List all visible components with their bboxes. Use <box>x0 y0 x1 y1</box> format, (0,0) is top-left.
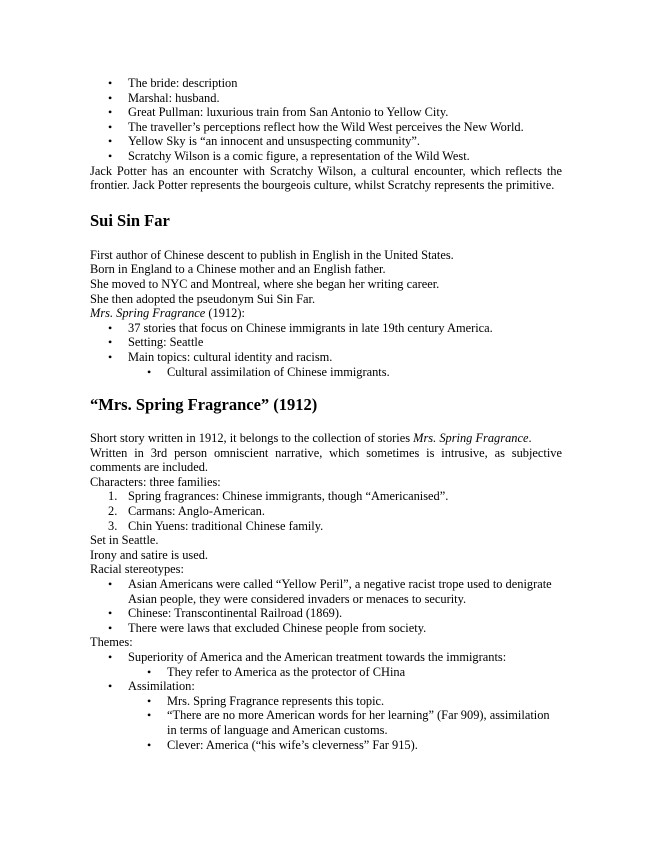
bio-line: She then adopted the pseudonym Sui Sin Far. <box>90 291 316 306</box>
list-item: • Scratchy Wilson is a comic figure, a representation of the Wild West. <box>108 148 470 163</box>
list-item: 2. Carmans: Anglo-American. <box>108 504 265 519</box>
bio-line: First author of Chinese descent to publish in English in the United States. <box>90 247 454 262</box>
intro-paragraph: Jack Potter has an encounter with Scratchy Wilson, a cultural encounter, which reflects the frontier. Jack Potter represents the bourgeois culture, whilst Scratchy represents the primitive. <box>90 163 562 193</box>
bio-line: She moved to NYC and Montreal, where she began her writing career. <box>90 276 440 291</box>
bullet-icon: • <box>147 364 152 379</box>
list-item: • Mrs. Spring Fragrance represents this topic. <box>147 693 385 708</box>
narrative-paragraph: Written in 3rd person omniscient narrative, which sometimes is intrusive, as subjective comments are included. <box>90 445 562 475</box>
section-heading-sui-sin-far: Sui Sin Far <box>90 210 170 230</box>
bullet-icon: • <box>147 708 152 723</box>
list-item: • 37 stories that focus on Chinese immigrants in late 19th century America. <box>108 320 493 335</box>
book-bullet-list <box>90 321 562 379</box>
bullet-icon: • <box>147 693 152 708</box>
list-item: • Asian Americans were called “Yellow Peril”, a negative racist trope used to denigrate Asian people, they were considered invaders or menaces to security. <box>108 577 552 606</box>
bullet-icon: • <box>108 148 113 163</box>
list-item: • Superiority of America and the American treatment towards the immigrants: <box>108 650 507 664</box>
list-item: 3. Chin Yuens: traditional Chinese family. <box>108 518 324 533</box>
characters-list <box>90 489 562 533</box>
racial-label: Racial stereotypes: <box>90 562 184 577</box>
bullet-icon: • <box>108 620 113 635</box>
list-item: • “There are no more American words for her learning” (Far 909), assimilation in terms of language and American customs. <box>147 708 550 737</box>
book-title: Mrs. Spring Fragrance <box>90 306 206 321</box>
bio-line: Born in England to a Chinese mother and an English father. <box>90 262 386 277</box>
section-heading-mrs-spring-fragrance: “Mrs. Spring Fragrance” (1912) <box>90 395 318 415</box>
bullet-icon: • <box>108 679 113 694</box>
list-number: 3. <box>108 518 118 533</box>
racial-bullet-list <box>90 577 562 635</box>
list-item: • Chinese: Transcontinental Railroad (1869). <box>108 606 343 621</box>
bullet-icon: • <box>147 664 152 679</box>
bullet-icon: • <box>108 90 113 105</box>
list-item: • Main topics: cultural identity and racism. <box>108 349 333 364</box>
list-item: • Great Pullman: luxurious train from San Antonio to Yellow City. <box>108 105 449 120</box>
bullet-icon: • <box>108 76 113 90</box>
themes-bullet-list <box>90 650 562 752</box>
bullet-icon: • <box>108 335 113 350</box>
list-item: 1. Spring fragrances: Chinese immigrants, though “Americanised”. <box>108 489 449 504</box>
bullet-icon: • <box>147 737 152 752</box>
bullet-icon: • <box>108 320 113 335</box>
story-intro-line: Short story written in 1912, it belongs to the collection of stories Mrs. Spring Fragrance. <box>90 431 532 446</box>
list-item: • Assimilation: <box>108 679 195 694</box>
list-item: • There were laws that excluded Chinese people from society. <box>108 620 427 635</box>
intro-bullet-list <box>90 76 562 164</box>
collection-title: Mrs. Spring Fragrance <box>413 431 529 446</box>
bullet-icon: • <box>108 134 113 149</box>
list-item: • Clever: America (“his wife’s cleverness” Far 915). <box>147 737 418 752</box>
bullet-icon: • <box>108 119 113 134</box>
bullet-icon: • <box>108 650 113 664</box>
list-number: 1. <box>108 489 118 504</box>
bullet-icon: • <box>108 105 113 120</box>
list-item: • Yellow Sky is “an innocent and unsuspecting community”. <box>108 134 420 149</box>
setting-line: Set in Seattle. <box>90 533 159 548</box>
list-item: • Marshal: husband. <box>108 90 220 105</box>
characters-label: Characters: three families: <box>90 474 221 489</box>
book-year: (1912): <box>205 306 245 321</box>
document-page <box>90 76 562 752</box>
themes-label: Themes: <box>90 635 133 650</box>
list-item: • Cultural assimilation of Chinese immigrants. <box>147 364 390 379</box>
irony-line: Irony and satire is used. <box>90 547 209 562</box>
bullet-icon: • <box>108 349 113 364</box>
bullet-icon: • <box>108 606 113 621</box>
list-item: • The traveller’s perceptions reflect how the Wild West perceives the New World. <box>108 119 524 134</box>
book-line <box>90 306 562 321</box>
list-item: • Setting: Seattle <box>108 335 204 350</box>
list-item: • They refer to America as the protector of CHina <box>147 664 406 679</box>
list-number: 2. <box>108 504 118 519</box>
list-item: • The bride: description <box>108 76 238 90</box>
bullet-icon: • <box>108 577 113 592</box>
